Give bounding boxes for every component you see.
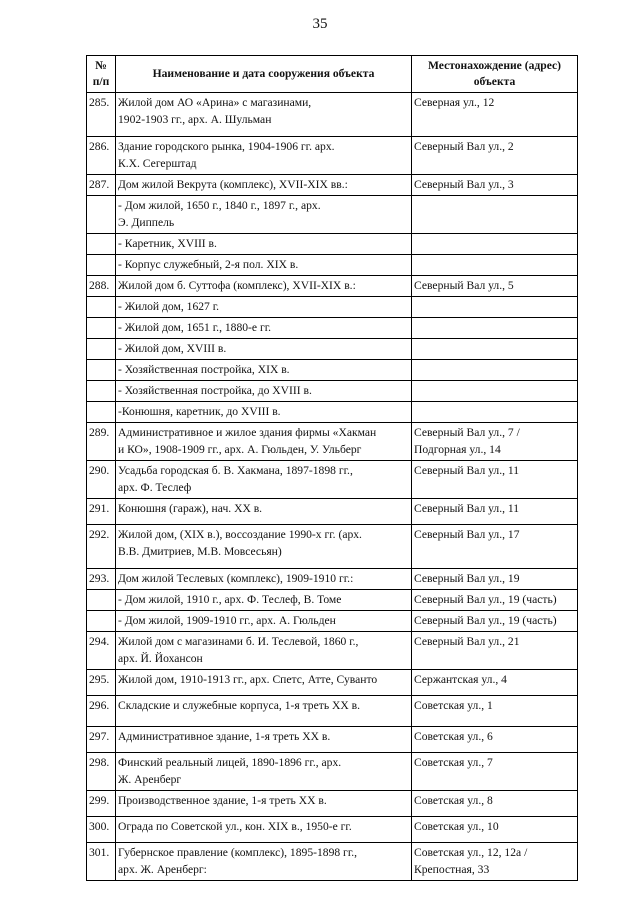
heritage-objects-table: [86, 55, 578, 881]
table-row: [87, 196, 578, 234]
row-number: 285.: [87, 93, 116, 137]
row-number: [87, 402, 116, 423]
table-row: [87, 234, 578, 255]
object-address: Северный Вал ул., 7 / Подгорная ул., 14: [412, 423, 578, 461]
object-name-date: Губернское правление (комплекс), 1895-1898 гг., арх. Ж. Аренберг:: [116, 843, 412, 881]
object-name-date: - Корпус служебный, 2-я пол. XIX в.: [116, 255, 412, 276]
table-row: [87, 569, 578, 590]
object-name-date: - Хозяйственная постройка, до XVIII в.: [116, 381, 412, 402]
table-row: [87, 611, 578, 632]
row-number: 288.: [87, 276, 116, 297]
table-row: [87, 402, 578, 423]
object-name-date: Жилой дом, (XIX в.), воссоздание 1990-х гг. (арх. В.В. Дмитриев, М.В. Мовсесьян): [116, 525, 412, 569]
row-number: [87, 297, 116, 318]
object-address: Северный Вал ул., 21: [412, 632, 578, 670]
table-row: [87, 791, 578, 817]
object-address: [412, 196, 578, 234]
object-address: Сержантская ул., 4: [412, 670, 578, 696]
object-name-date: Конюшня (гараж), нач. XX в.: [116, 499, 412, 525]
object-address: Северный Вал ул., 19: [412, 569, 578, 590]
object-name-date: - Дом жилой, 1909-1910 гг., арх. А. Гюльден: [116, 611, 412, 632]
table-row: [87, 843, 578, 881]
object-name-date: - Дом жилой, 1650 г., 1840 г., 1897 г., арх. Э. Диппель: [116, 196, 412, 234]
object-address: Северный Вал ул., 5: [412, 276, 578, 297]
row-number: 298.: [87, 753, 116, 791]
header-number: № п/п: [87, 56, 116, 93]
object-name-date: -Конюшня, каретник, до XVIII в.: [116, 402, 412, 423]
object-name-date: Дом жилой Теслевых (комплекс), 1909-1910 гг.:: [116, 569, 412, 590]
object-name-date: Складские и служебные корпуса, 1-я треть XX в.: [116, 696, 412, 727]
object-name-date: Дом жилой Векрута (комплекс), XVII-XIX вв.:: [116, 175, 412, 196]
header-name-date: Наименование и дата сооружения объекта: [116, 56, 412, 93]
table-row: [87, 727, 578, 753]
object-address: Северный Вал ул., 17: [412, 525, 578, 569]
row-number: [87, 590, 116, 611]
row-number: 300.: [87, 817, 116, 843]
object-address: [412, 339, 578, 360]
table-row: [87, 632, 578, 670]
object-name-date: Производственное здание, 1-я треть XX в.: [116, 791, 412, 817]
row-number: [87, 255, 116, 276]
table-row: [87, 817, 578, 843]
table-row: [87, 670, 578, 696]
object-name-date: Жилой дом с магазинами б. И. Теслевой, 1860 г., арх. Й. Йохансон: [116, 632, 412, 670]
table-row: [87, 297, 578, 318]
table-row: [87, 461, 578, 499]
object-name-date: - Жилой дом, 1651 г., 1880-е гг.: [116, 318, 412, 339]
object-address: [412, 381, 578, 402]
object-name-date: Административное здание, 1-я треть XX в.: [116, 727, 412, 753]
object-address: [412, 297, 578, 318]
table-row: [87, 696, 578, 727]
row-number: [87, 381, 116, 402]
header-address: Местонахождение (адрес) объекта: [412, 56, 578, 93]
table-row: [87, 276, 578, 297]
table-row: [87, 499, 578, 525]
object-name-date: - Жилой дом, XVIII в.: [116, 339, 412, 360]
object-address: Северный Вал ул., 3: [412, 175, 578, 196]
table-row: [87, 381, 578, 402]
row-number: 290.: [87, 461, 116, 499]
object-address: Северный Вал ул., 11: [412, 499, 578, 525]
table-row: [87, 590, 578, 611]
object-name-date: Административное и жилое здания фирмы «Хакман и КО», 1908-1909 гг., арх. А. Гюльден, У. Ульберг: [116, 423, 412, 461]
table-row: [87, 318, 578, 339]
table-row: [87, 525, 578, 569]
object-address: [412, 360, 578, 381]
object-address: [412, 318, 578, 339]
object-name-date: Жилой дом, 1910-1913 гг., арх. Спетс, Атте, Суванто: [116, 670, 412, 696]
row-number: 297.: [87, 727, 116, 753]
row-number: [87, 360, 116, 381]
object-address: [412, 255, 578, 276]
object-address: Советская ул., 7: [412, 753, 578, 791]
row-number: 294.: [87, 632, 116, 670]
object-address: Северный Вал ул., 19 (часть): [412, 611, 578, 632]
row-number: 286.: [87, 137, 116, 175]
object-address: Северный Вал ул., 11: [412, 461, 578, 499]
row-number: 299.: [87, 791, 116, 817]
object-address: Советская ул., 12, 12а / Крепостная, 33: [412, 843, 578, 881]
row-number: [87, 611, 116, 632]
table-row: [87, 753, 578, 791]
page-number: 35: [312, 16, 328, 32]
table-row: [87, 137, 578, 175]
row-number: [87, 339, 116, 360]
row-number: [87, 196, 116, 234]
object-name-date: Жилой дом б. Суттофа (комплекс), XVII-XIX в.:: [116, 276, 412, 297]
object-name-date: - Каретник, XVIII в.: [116, 234, 412, 255]
row-number: 289.: [87, 423, 116, 461]
row-number: [87, 318, 116, 339]
object-address: Советская ул., 8: [412, 791, 578, 817]
object-address: Советская ул., 10: [412, 817, 578, 843]
row-number: 291.: [87, 499, 116, 525]
object-name-date: - Хозяйственная постройка, XIX в.: [116, 360, 412, 381]
object-name-date: - Дом жилой, 1910 г., арх. Ф. Теслеф, В. Томе: [116, 590, 412, 611]
row-number: 292.: [87, 525, 116, 569]
table-row: [87, 423, 578, 461]
row-number: 287.: [87, 175, 116, 196]
row-number: 293.: [87, 569, 116, 590]
row-number: 296.: [87, 696, 116, 727]
object-name-date: Ограда по Советской ул., кон. XIX в., 1950-е гг.: [116, 817, 412, 843]
table-row: [87, 255, 578, 276]
table-row: [87, 360, 578, 381]
object-address: Северный Вал ул., 2: [412, 137, 578, 175]
object-name-date: Жилой дом АО «Арина» с магазинами, 1902-1903 гг., арх. А. Шульман: [116, 93, 412, 137]
object-name-date: - Жилой дом, 1627 г.: [116, 297, 412, 318]
object-address: [412, 234, 578, 255]
row-number: 301.: [87, 843, 116, 881]
object-address: Северный Вал ул., 19 (часть): [412, 590, 578, 611]
object-address: Советская ул., 6: [412, 727, 578, 753]
table-row: [87, 175, 578, 196]
row-number: 295.: [87, 670, 116, 696]
object-name-date: Усадьба городская б. В. Хакмана, 1897-1898 гг., арх. Ф. Теслеф: [116, 461, 412, 499]
object-name-date: Финский реальный лицей, 1890-1896 гг., арх. Ж. Аренберг: [116, 753, 412, 791]
table-header-row: [87, 56, 578, 93]
object-name-date: Здание городского рынка, 1904-1906 гг. арх. К.Х. Сегерштад: [116, 137, 412, 175]
object-address: [412, 402, 578, 423]
table-row: [87, 93, 578, 137]
table-row: [87, 339, 578, 360]
table-body: [87, 93, 578, 881]
row-number: [87, 234, 116, 255]
object-address: Советская ул., 1: [412, 696, 578, 727]
object-address: Северная ул., 12: [412, 93, 578, 137]
